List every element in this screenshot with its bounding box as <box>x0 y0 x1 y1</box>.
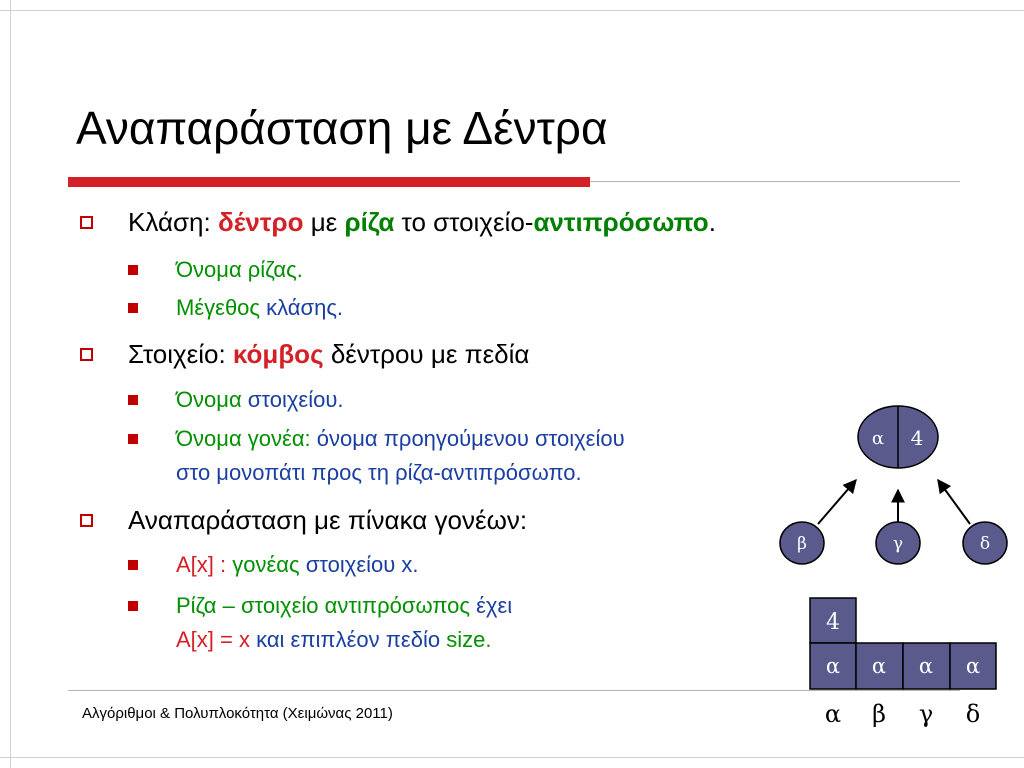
edge-delta-to-root <box>938 480 970 524</box>
sub-bullet-parent-desc: όνομα προηγούμενου στοιχείου <box>310 426 625 451</box>
sub-bullet-class-word: κλάσης. <box>260 295 344 320</box>
bullet-parent-array-text: Αναπαράσταση με πίνακα γονέων: <box>128 505 528 535</box>
child-node-label: δ <box>979 534 991 554</box>
sub-bullet-ax-label: A[x] : <box>176 552 227 577</box>
bullet-class-end: . <box>708 207 716 237</box>
root-node-label: α <box>871 428 885 449</box>
sub-bullet-extra-field: και επιπλέον πεδίο <box>249 627 441 652</box>
array-size-value: 4 <box>826 610 840 635</box>
sub-bullet-ax-eq-x: A[x] = x <box>176 627 250 652</box>
sub-bullet-parent-label: Όνομα γονέα: <box>176 426 311 451</box>
bullet-class-prefix: Κλάση: <box>128 207 218 237</box>
array-cell-value: α <box>871 654 887 678</box>
sub-bullet-element-word: στοιχείου. <box>241 387 344 412</box>
sub-bullet-parent-desc-line2: στο μονοπάτι προς τη ρίζα-αντιπρόσωπο. <box>176 460 582 485</box>
tree-child-node-gamma <box>876 522 920 564</box>
array-cell-value: α <box>918 654 934 678</box>
array-index-label: α <box>824 700 842 728</box>
array-index-label: β <box>872 700 886 728</box>
bullet-class-with: με <box>303 207 345 237</box>
footer-divider <box>68 690 960 691</box>
sub-bullet-size-field: size. <box>440 627 492 652</box>
term-root: ρίζα <box>344 207 395 237</box>
root-node-size: 4 <box>910 426 924 450</box>
parent-array-table <box>810 598 996 728</box>
child-node-label: β <box>797 534 807 554</box>
sub-bullet-size-word: Μέγεθος <box>176 295 261 320</box>
tree-child-node-delta <box>963 522 1007 564</box>
bullet-element-rest: δέντρου με πεδία <box>323 339 530 369</box>
slide-title: Αναπαράσταση με Δέντρα <box>76 102 608 154</box>
array-index-label: δ <box>965 700 981 728</box>
array-index-label: γ <box>918 700 934 728</box>
bullet-class-mid: το στοιχείο- <box>394 207 534 237</box>
tree-child-node-beta <box>780 522 824 564</box>
sub-bullet-root-rep-text: Ρίζα – στοιχείο αντιπρόσωπος <box>176 593 471 618</box>
edge-beta-to-root <box>818 480 856 524</box>
term-representative: αντιπρόσωπο <box>533 207 709 237</box>
tree-root-node <box>858 406 938 468</box>
array-cell-value: α <box>965 654 981 678</box>
sub-bullet-root-name-text: Όνομα ρίζας. <box>176 257 303 282</box>
term-node: κόμβος <box>232 339 324 369</box>
bullet-element-prefix: Στοιχείο: <box>128 339 233 369</box>
sub-bullet-ax-parent: γονέας <box>226 552 300 577</box>
sub-bullet-name-word: Όνομα <box>176 387 242 412</box>
sub-bullet-root-rep-has: έχει <box>470 593 513 618</box>
child-node-label: γ <box>892 534 904 554</box>
sub-bullet-ax-element: στοιχείου x. <box>299 552 419 577</box>
slide-footer: Αλγόριθμοι & Πολυπλοκότητα (Χειμώνας 2011) <box>82 705 393 722</box>
term-tree: δέντρο <box>217 207 304 237</box>
array-cell-value: α <box>825 654 841 678</box>
